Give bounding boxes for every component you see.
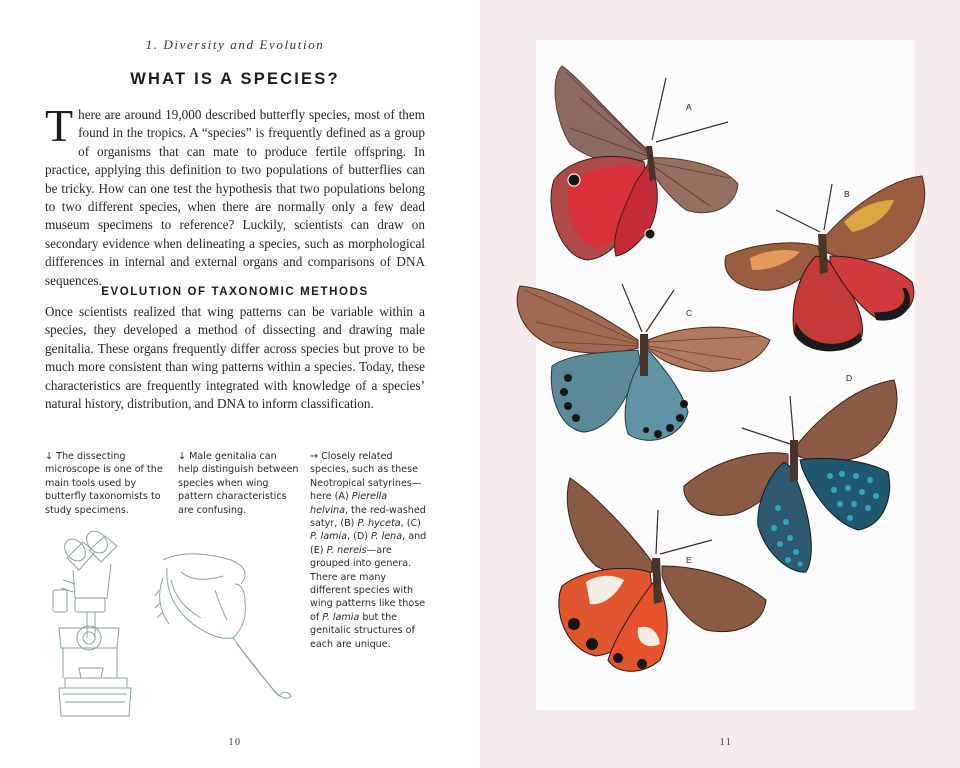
label-b: B [844,189,850,199]
caption-genitalia: ↓ Male genitalia can help distinguish between species when wing pattern characteristics are confusing. [178,451,299,516]
intro-text: here are around 19,000 described butterfly species, most of them found in the tropics. A “species” is frequently defined as a group of organisms that can mate to produce fertile offspring. In practice, applying this definition to two populations of butterflies can be tricky. How can one test the hypothesis that two populations belong to two different species, when there are normally only a few dead museum specimens to reference? Luckily, scientists can draw on secondary evidence when delineating a species, such as morphological differences in internal and external organs and comparisons of DNA sequences. [45,107,425,288]
page-number-left: 10 [228,737,242,748]
intro-paragraph [45,100,425,290]
page-title: WHAT IS A SPECIES? [130,70,340,88]
label-d: D [846,373,853,383]
genitalia-illustration [153,550,298,705]
section-heading: EVOLUTION OF TAXONOMIC METHODS [101,286,369,298]
caption-microscope: ↓ The dissecting microscope is one of the main tools used by butterfly taxonomists to study specimens. [45,451,163,516]
section-paragraph: Once scientists realized that wing patterns can be variable within a species, they developed a method of dissecting and drawing male genitalia. These organs frequently differ across species but prove to be much more consistent than wing patterns within a species. Today, these characteristics are frequently integrated with knowledge of a species’ natural history, distribution, and DNA to inform classification. [45,304,425,412]
drop-cap: T [45,100,74,151]
butterfly-e-illustration [552,474,772,684]
microscope-illustration [45,528,140,723]
page-number-right: 11 [719,737,733,748]
caption-satyrines: → Closely related species, such as these Neotropical satyrines—here (A) Pierella helvina, the red-washed satyr, (B) P. hyceta, (C) P. lamia, (D) P. lena, and (E) P. nereis—are grouped into genera. There are many different species with wing patterns like those of P. lamia but the genitalic structures of each are unique. [310,451,427,650]
butterfly-a-illustration [540,58,740,268]
label-e: E [686,555,692,565]
label-a: A [686,102,692,112]
label-c: C [686,308,693,318]
chapter-header: 1. Diversity and Evolution [145,37,325,52]
